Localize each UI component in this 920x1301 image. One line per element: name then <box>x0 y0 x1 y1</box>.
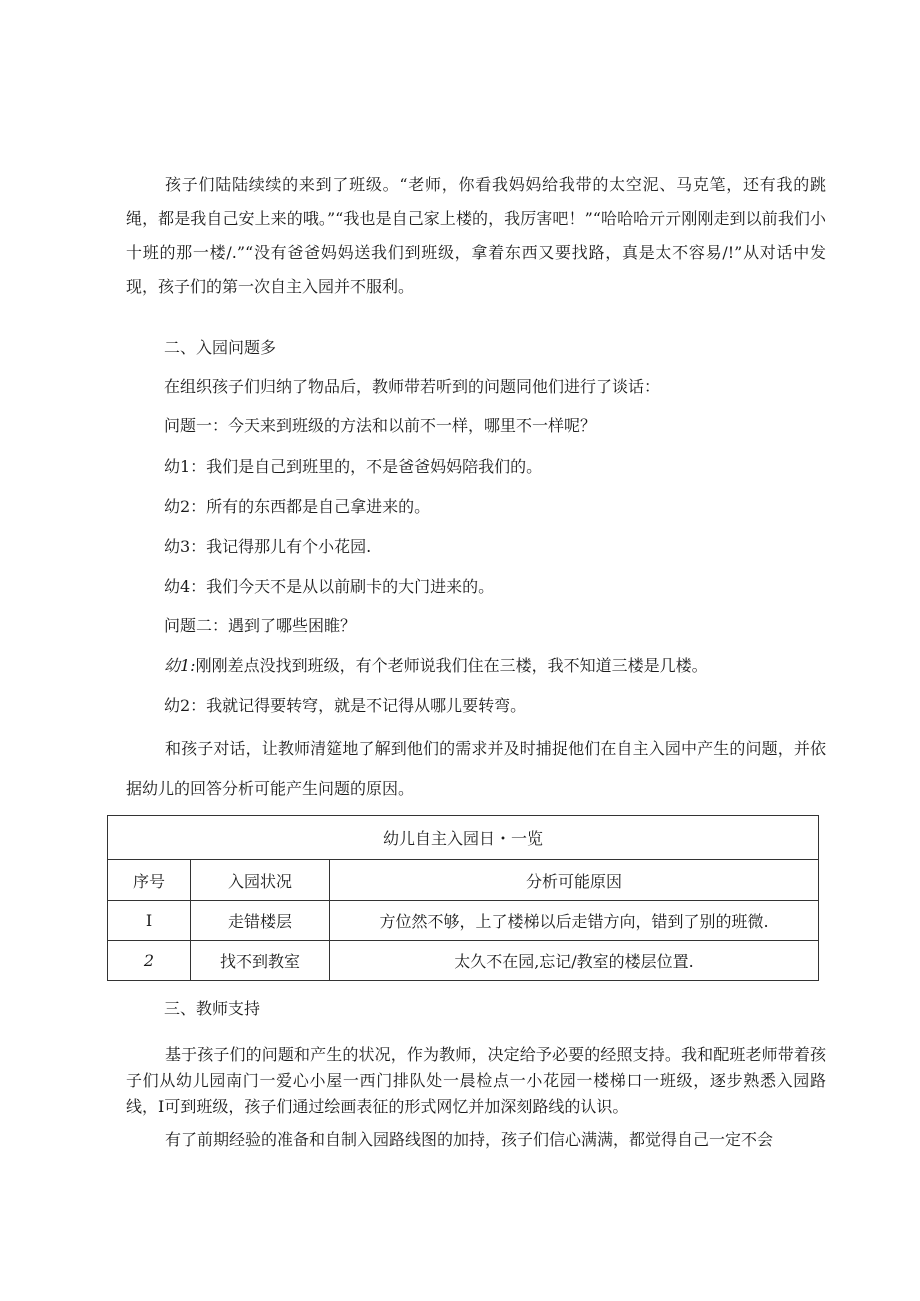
row-status: 走错楼层 <box>191 901 330 941</box>
paragraph-route-support: 基于孩子们的问题和产生的状况，作为教师，决定给予必要的经照支持。我和配班老师带着孩子们从幼儿园南门一爱心小屋一西门排队处一晨检点一小花园一楼梯口一班级，逐步熟悉入园路线，I可到班级，孩子们通过绘画表征的形式网忆并加深刻路线的认识。 <box>126 1045 826 1116</box>
question-two: 问题二：遇到了哪些困睢？ <box>164 616 357 635</box>
header-number: 序号 <box>108 860 191 901</box>
section-heading-entry-problems: 二、入园问题多 <box>164 338 277 357</box>
row-number: I <box>108 901 191 941</box>
section-heading-teacher-support: 三、教师支持 <box>164 999 261 1018</box>
header-reason: 分析可能原因 <box>330 860 819 901</box>
answer-child-3: 幼3：我记得那儿有个小花园. <box>164 537 372 556</box>
answer-q2-child-2: 幼2：我就记得要转穹，就是不记得从哪儿要转弯。 <box>164 696 527 715</box>
row-reason: 方位然不够，上了楼梯以后走错方向，错到了别的班微. <box>330 901 819 941</box>
row-reason: 太久不在园,忘记/教室的楼层位置. <box>330 941 819 981</box>
table-row <box>108 941 819 981</box>
table-title-row <box>108 816 819 860</box>
answer-child-1: 幼1：我们是自己到班里的，不是爸爸妈妈陪我们的。 <box>164 457 543 476</box>
header-status: 入园状况 <box>191 860 330 901</box>
paragraph-arrival-dialogue: 孩子们陆陆续续的来到了班级。“老师，你看我妈妈给我带的太空泥、马克笔，还有我的跳绳，都是我自己安上来的哦。”“我也是自己家上楼的，我厉害吧！”“哈哈哈亓亓刚刚走到以前我们小十班的那一楼/.”“没有爸爸妈妈送我们到班级，拿着东西又要找路，真是太不容易/!”从对话中发现，孩子们的第一次自主入园并不服利。 <box>126 175 826 296</box>
table-row <box>108 901 819 941</box>
answer-q2-child-1-text: 刚刚差点没找到班级，有个老师说我们住在三楼，我不知道三楼是几楼。 <box>195 656 708 675</box>
answer-child-4: 幼4：我们今天不是从以前刷卡的大门进来的。 <box>164 577 495 596</box>
row-number: 2 <box>108 941 191 981</box>
paragraph-organize-talk: 在组织孩子们归纳了物品后，教师带若听到的问题同他们进行了谈话： <box>164 377 661 396</box>
paragraph-teacher-analysis: 和孩子对话，让教师清筵地了解到他们的需求并及时捕捉他们在自主入园中产生的问题，并依据幼儿的回答分析可能产生问题的原因。 <box>126 739 826 798</box>
row-status: 找不到教室 <box>191 941 330 981</box>
table-title: 幼儿自主入园日・一览 <box>108 816 819 860</box>
answer-q2-child-1 <box>164 649 708 683</box>
answer-child-2: 幼2：所有的东西都是自己拿进来的。 <box>164 497 431 516</box>
entry-summary-table <box>107 815 819 981</box>
answer-q2-child-1-lead: 幼1: <box>164 656 196 675</box>
question-one: 问题一：今天来到班级的方法和以前不一样，哪里不一样呢？ <box>164 416 597 435</box>
paragraph-confidence: 有了前期经验的准备和自制入园路线图的加持，孩子们信心满满，都觉得自己一定不会 <box>165 1130 774 1149</box>
table-header-row <box>108 860 819 901</box>
